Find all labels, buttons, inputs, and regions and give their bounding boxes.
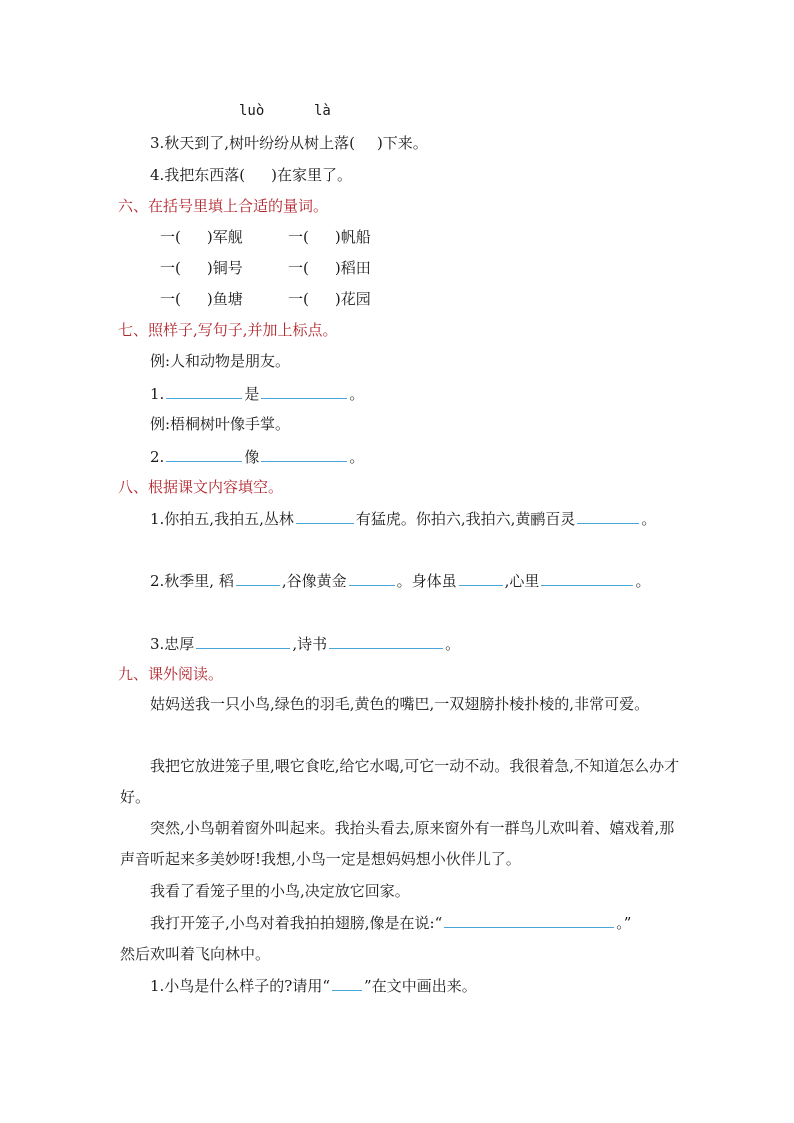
reading-paragraph-4: 我看了看笼子里的小鸟,决定放它回家。 <box>150 882 410 900</box>
example-1: 例:人和动物是朋友。 <box>150 352 291 370</box>
row-text: 一( <box>160 228 181 246</box>
fill-text: 3.忠厚 <box>150 635 195 653</box>
section-8-title: 八、根据课文内容填空。 <box>118 478 284 496</box>
answer-blank[interactable] <box>236 570 280 586</box>
item-text: 。 <box>349 448 365 466</box>
sentence-1 <box>150 383 364 404</box>
fill-text: 。身体虽 <box>396 572 457 590</box>
row-text: )鱼塘 <box>206 290 243 308</box>
fill-text: 1.你拍五,我拍五,丛林 <box>150 510 294 528</box>
question-text: 3.秋天到了,树叶纷纷从树上落( <box>150 134 355 152</box>
item-number: 1. <box>150 385 165 403</box>
reading-question-1 <box>150 975 477 996</box>
paragraph-text: 我打开笼子,小鸟对着我拍拍翅膀,像是在说:“ <box>150 914 443 932</box>
question-text: ”在文中画出来。 <box>364 977 477 995</box>
fill-text: ,心里 <box>504 572 540 590</box>
question-text: )下来。 <box>376 134 428 152</box>
fill-text: ,谷像黄金 <box>281 572 347 590</box>
measure-word-row-1b <box>288 227 371 247</box>
pinyin-la: là <box>314 103 331 119</box>
answer-blank[interactable] <box>329 633 443 649</box>
reading-paragraph-5-cont: 然后欢叫着飞向林中。 <box>120 945 271 963</box>
question-text: 4.我把东西落( <box>150 166 246 184</box>
reading-paragraph-5 <box>150 912 631 933</box>
answer-blank[interactable] <box>261 446 347 462</box>
fill-text: 。 <box>641 510 657 528</box>
item-text: 是 <box>244 385 260 403</box>
measure-word-row-3 <box>160 289 243 309</box>
answer-blank[interactable] <box>459 570 503 586</box>
answer-blank[interactable] <box>261 383 347 399</box>
row-text: 一( <box>160 290 181 308</box>
row-text: )铜号 <box>206 259 243 277</box>
row-text: )稻田 <box>334 259 371 277</box>
section-9-title: 九、课外阅读。 <box>118 665 224 683</box>
question-text: 1.小鸟是什么样子的?请用“ <box>150 977 331 995</box>
pinyin-luo: luò <box>239 103 265 119</box>
section-6-title: 六、在括号里填上合适的量词。 <box>118 197 329 215</box>
item-number: 2. <box>150 448 165 466</box>
fill-text: ,诗书 <box>292 635 328 653</box>
fill-2 <box>150 570 650 591</box>
fill-text: 。 <box>445 635 461 653</box>
answer-blank[interactable] <box>444 912 614 928</box>
fill-1 <box>150 508 656 529</box>
row-text: 一( <box>288 228 309 246</box>
fill-text: 有猛虎。你拍六,我拍六,黄鹂百灵 <box>355 510 576 528</box>
answer-blank[interactable] <box>166 446 242 462</box>
reading-paragraph-3: 突然,小鸟朝着窗外叫起来。我抬头看去,原来窗外有一群鸟儿欢叫着、嬉戏着,那声音听起来多美妙呀!我想,小鸟一定是想妈妈想小伙伴儿了。 <box>120 819 675 868</box>
row-text: 一( <box>288 290 309 308</box>
reading-paragraph-2: 我把它放进笼子里,喂它食吃,给它水喝,可它一动不动。我很着急,不知道怎么办才好。 <box>120 757 680 806</box>
paragraph-text: 。” <box>616 914 632 932</box>
question-5-3 <box>150 133 428 153</box>
row-text: )军舰 <box>206 228 243 246</box>
fill-text: 2.秋季里, 稻 <box>150 572 234 590</box>
measure-word-row-3b <box>288 289 371 309</box>
example-2: 例:梧桐树叶像手掌。 <box>150 415 291 433</box>
answer-blank[interactable] <box>196 633 290 649</box>
measure-word-row-1 <box>160 227 243 247</box>
question-5-4 <box>150 165 352 185</box>
fill-text: 。 <box>635 572 651 590</box>
underline-sample <box>332 975 362 991</box>
item-text: 像 <box>244 448 260 466</box>
answer-blank[interactable] <box>166 383 242 399</box>
fill-3 <box>150 633 460 654</box>
answer-blank[interactable] <box>349 570 395 586</box>
row-text: 一( <box>288 259 309 277</box>
measure-word-row-2 <box>160 258 243 278</box>
section-7-title: 七、照样子,写句子,并加上标点。 <box>118 321 338 339</box>
reading-paragraph-1: 姑妈送我一只小鸟,绿色的羽毛,黄色的嘴巴,一双翅膀扑棱扑棱的,非常可爱。 <box>150 695 650 713</box>
answer-blank[interactable] <box>577 508 639 524</box>
answer-blank[interactable] <box>541 570 633 586</box>
item-text: 。 <box>349 385 365 403</box>
question-text: )在家里了。 <box>271 166 353 184</box>
answer-blank[interactable] <box>296 508 354 524</box>
row-text: )帆船 <box>334 228 371 246</box>
measure-word-row-2b <box>288 258 371 278</box>
row-text: 一( <box>160 259 181 277</box>
row-text: )花园 <box>334 290 371 308</box>
sentence-2 <box>150 446 364 467</box>
